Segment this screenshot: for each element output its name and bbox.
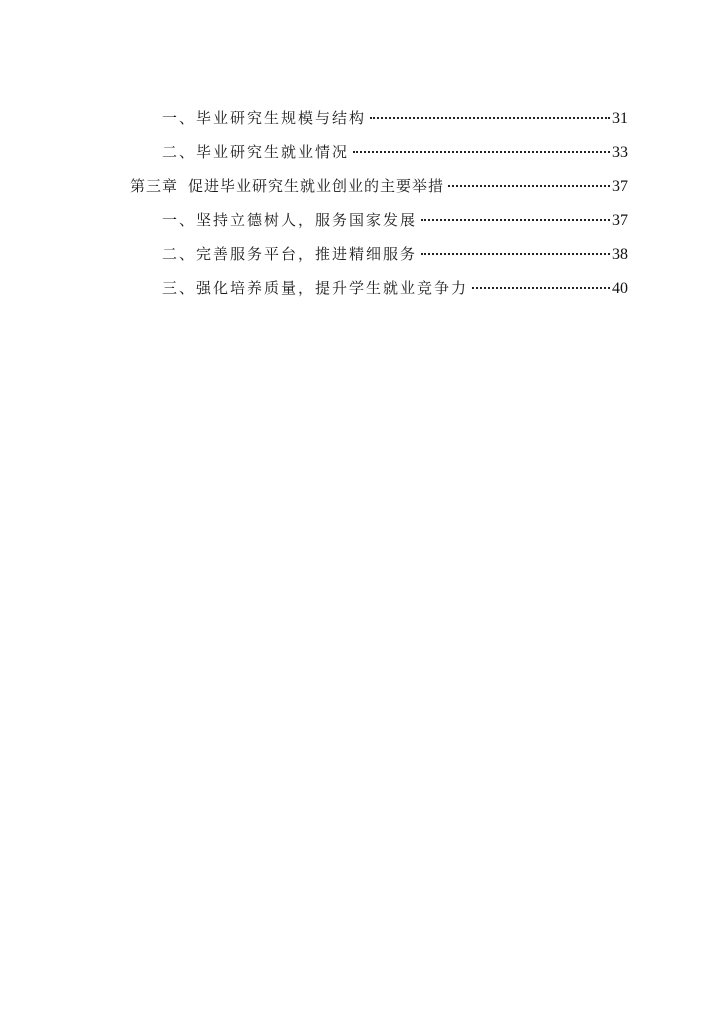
toc-entry-page-number: 40 [612, 280, 628, 297]
toc-entry-page-number: 31 [612, 110, 628, 127]
toc-chapter-heading [130, 174, 444, 198]
toc-entry-title: 二、完善服务平台，推进精细服务 [162, 245, 418, 263]
toc-entry[interactable] [130, 276, 628, 310]
toc-entry-title: 一、毕业研究生规模与结构 [162, 109, 367, 127]
toc-entry-page-number: 38 [612, 246, 628, 263]
toc-entry[interactable] [130, 106, 628, 140]
table-of-contents [130, 106, 628, 310]
toc-leader-dots [421, 253, 610, 255]
toc-entry[interactable] [130, 140, 628, 174]
toc-entry-title: 二、毕业研究生就业情况 [162, 143, 350, 161]
toc-entry[interactable] [130, 242, 628, 276]
toc-leader-dots [421, 219, 610, 221]
toc-entry-page-number: 37 [612, 212, 628, 229]
toc-leader-dots [472, 287, 610, 289]
toc-entry-title: 促进毕业研究生就业创业的主要举措 [188, 177, 445, 195]
toc-chapter-entry[interactable] [130, 174, 628, 208]
toc-chapter-number: 第三章 [130, 177, 179, 195]
toc-entry-page-number: 37 [612, 178, 628, 195]
toc-entry[interactable] [130, 208, 628, 242]
toc-entry-title: 三、强化培养质量，提升学生就业竞争力 [162, 279, 469, 297]
toc-leader-dots [370, 117, 610, 119]
toc-leader-dots [353, 151, 610, 153]
toc-entry-title: 一、坚持立德树人，服务国家发展 [162, 211, 418, 229]
toc-leader-dots [448, 185, 610, 187]
toc-entry-page-number: 33 [612, 144, 628, 161]
